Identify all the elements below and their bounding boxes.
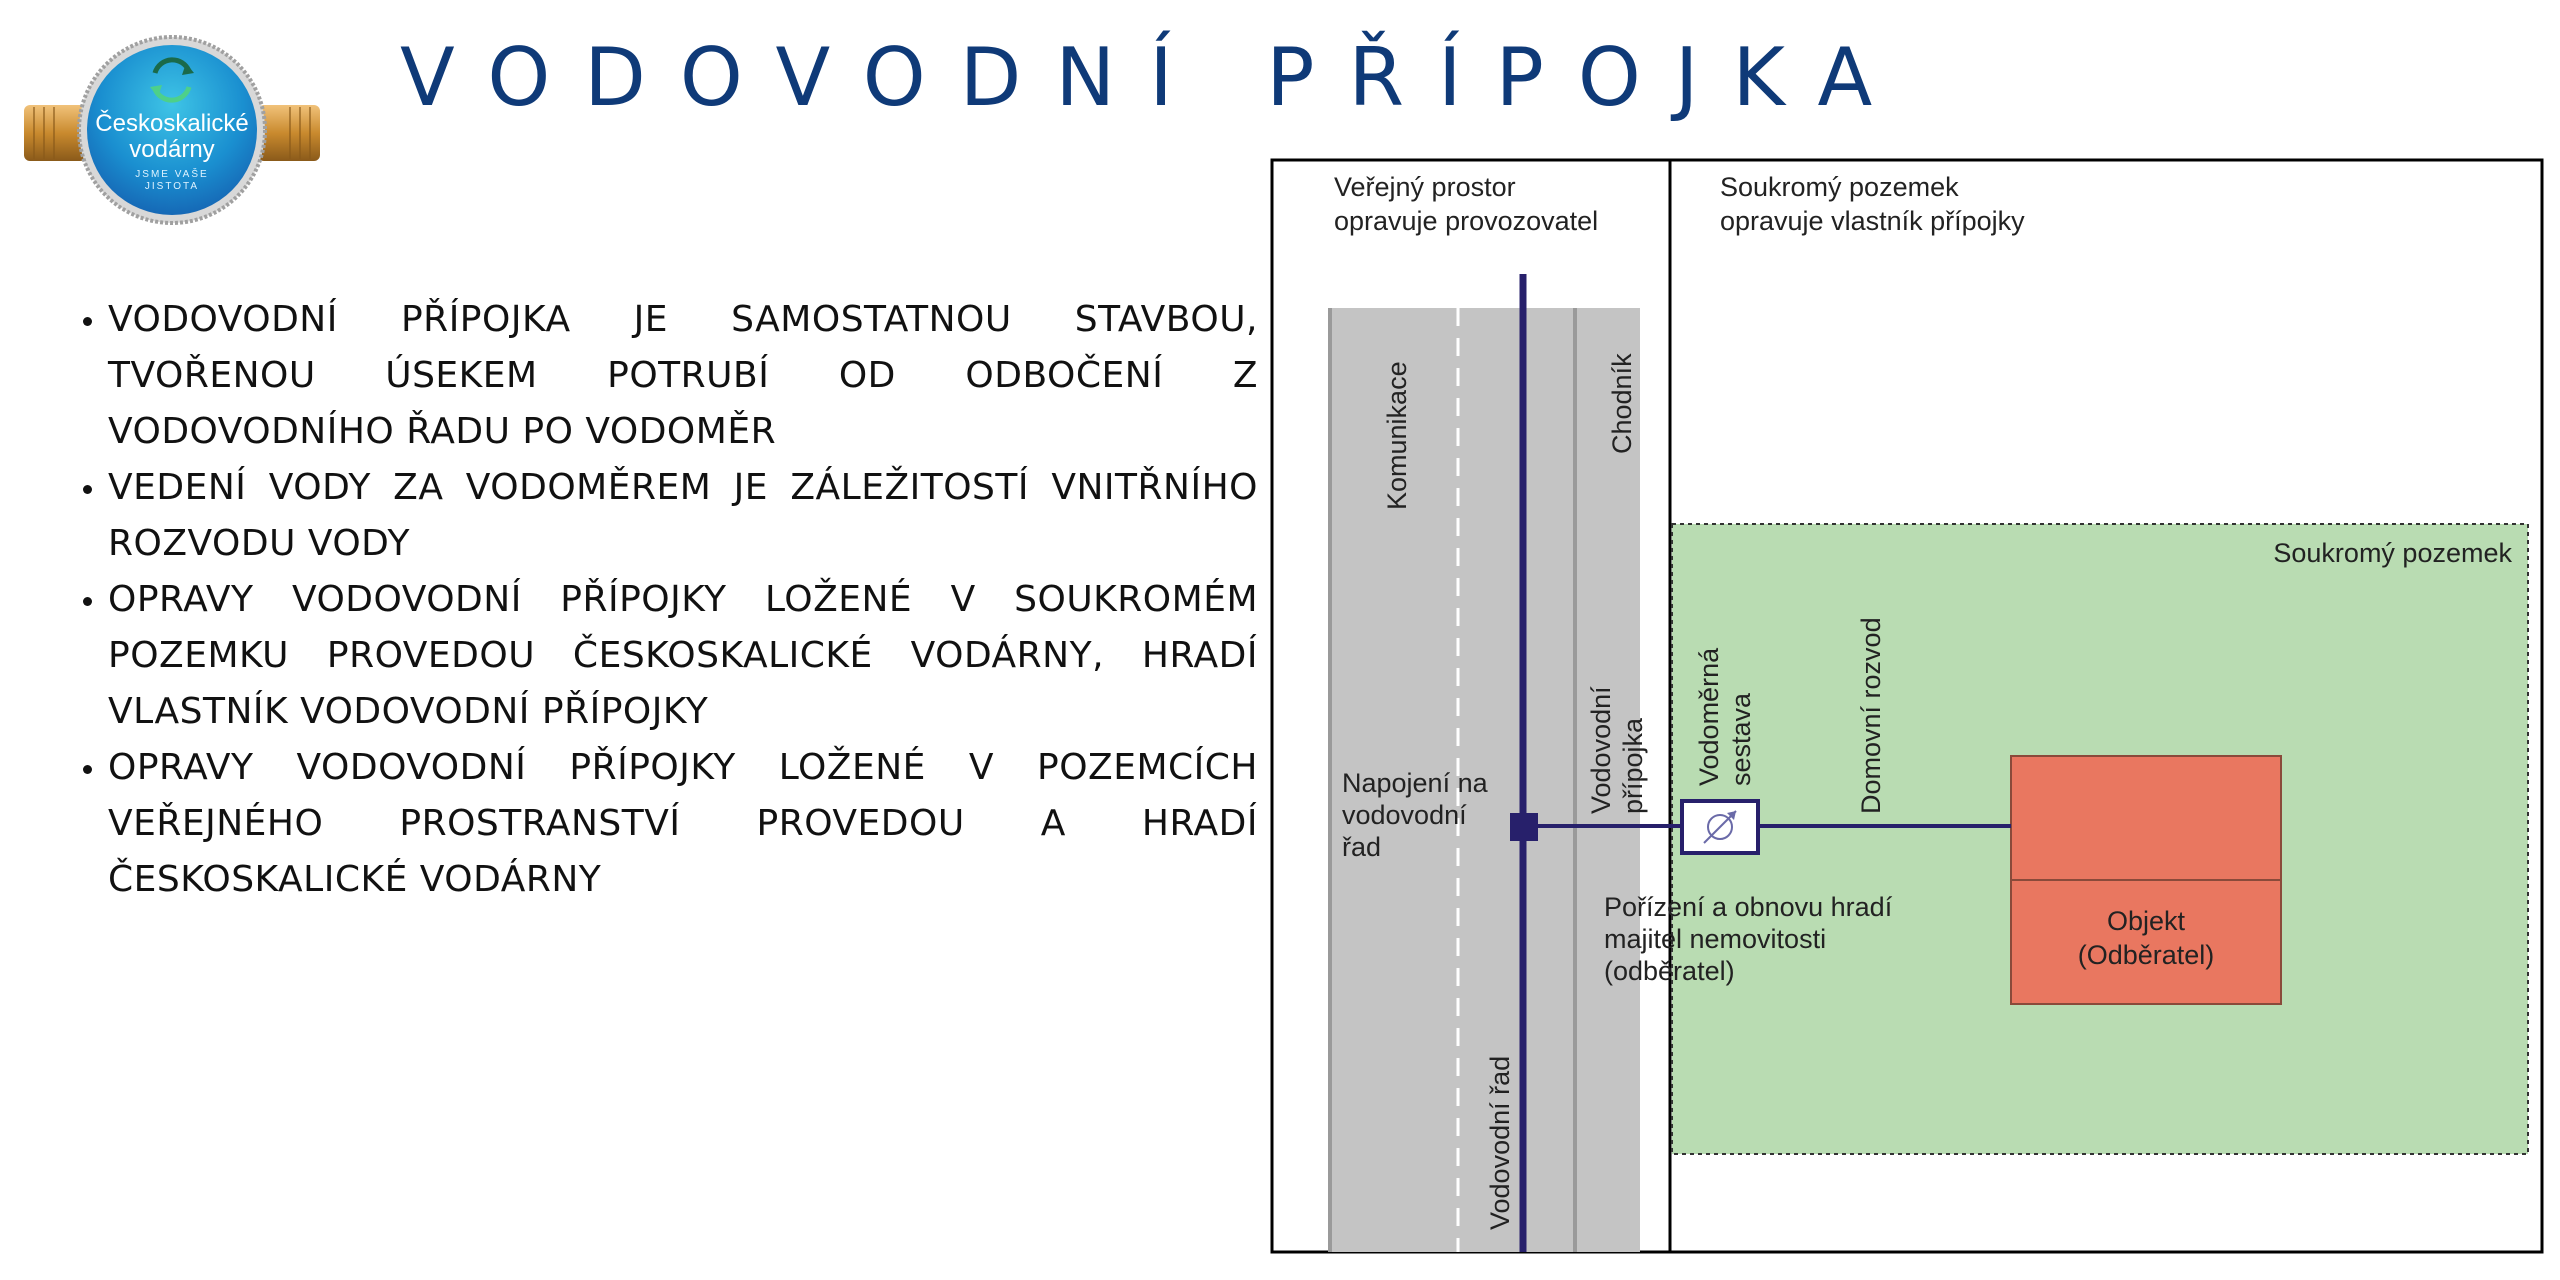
bullet-item-4: • OPRAVY VODOVODNÍ PŘÍPOJKY LOŽENÉ V POZEMCÍCH VEŘEJNÉHO PROSTRANSTVÍ PROVEDOU A HRADÍ ČESKOSKALICKÉ VODÁRNY [108,740,1258,908]
connection-node [1510,813,1538,841]
meter-assembly-label-line1: Vodoměrná [1694,647,1724,786]
object-label-line1: Objekt [2106,906,2186,936]
bullet-list [70,292,1258,908]
water-connection-diagram [1270,158,2544,1254]
connection-label-line3: řad [1342,832,1382,862]
bullet-item-1: • VODOVODNÍ PŘÍPOJKA JE SAMOSTATNOU STAVBOU, TVOŘENOU ÚSEKEM POTRUBÍ OD ODBOČENÍ Z VODOVODNÍHO ŘADU PO VODOMĚR [108,292,1258,460]
sidewalk-label: Chodník [1607,353,1637,454]
page-title: VODOVODNÍ PŘÍPOJKA [400,31,1907,124]
logo-name-line1: Českoskalické [95,110,249,137]
connection-label-line2: vodovodní [1342,800,1467,830]
house-distribution-label: Domovní rozvod [1856,617,1886,814]
bullet-item-2: • VEDENÍ VODY ZA VODOMĚREM JE ZÁLEŽITOSTÍ VNITŘNÍHO ROZVODU VODY [108,460,1258,572]
company-logo [22,35,322,225]
owner-note-line3: (odběratel) [1604,956,1735,986]
private-land-header-label: Soukromý pozemek [1720,172,1959,202]
private-land-label: Soukromý pozemek [2273,538,2512,568]
water-main-label: Vodovodní řad [1485,1055,1515,1230]
logo-tagline-line1: JSME VAŠE [135,169,209,180]
owner-note-line1: Pořízení a obnovu hradí [1604,892,1893,922]
bullet-item-3: • OPRAVY VODOVODNÍ PŘÍPOJKY LOŽENÉ V SOUKROMÉM POZEMKU PROVEDOU ČESKOSKALICKÉ VODÁRNY, HRADÍ VLASTNÍK VODOVODNÍ PŘÍPOJKY [108,572,1258,740]
connection-label-line1: Napojení na [1342,768,1488,798]
service-pipe-label-line2: přípojka [1618,717,1648,814]
private-land-header-note: opravuje vlastník přípojky [1720,206,2025,236]
service-pipe-label-line1: Vodovodní [1586,686,1616,814]
owner-note-line2: majitel nemovitosti [1604,924,1827,954]
public-space-note: opravuje provozovatel [1334,206,1599,236]
meter-assembly-label-line2: sestava [1726,692,1756,786]
road-label: Komunikace [1382,361,1412,510]
logo-name-line2: vodárny [129,136,215,163]
logo-tagline-line2: JISTOTA [144,181,200,192]
public-space-label: Veřejný prostor [1334,172,1516,202]
object-label-line2: (Odběratel) [2077,940,2215,970]
